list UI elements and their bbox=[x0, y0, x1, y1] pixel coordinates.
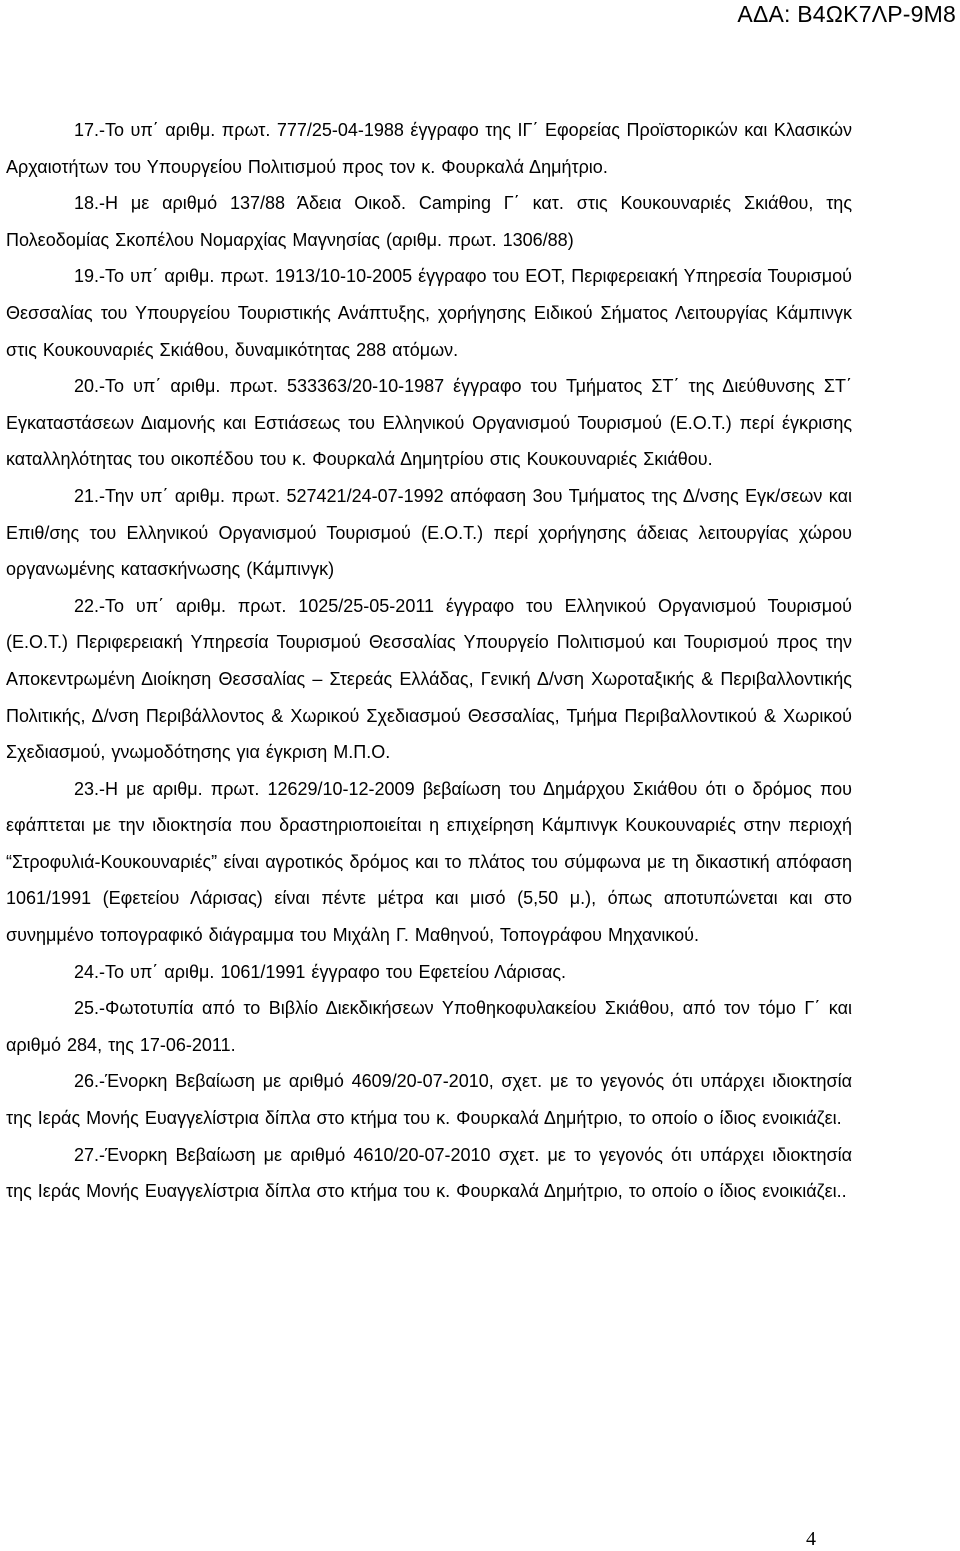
reference-item-19: 19.-Το υπ΄ αριθμ. πρωτ. 1913/10-10-2005 έγγραφο του ΕΟΤ, Περιφερειακή Υπηρεσία Τουρισμού Θεσσαλίας του Υπουργείου Τουριστικής Ανάπτυξης, χορήγησης Ειδικού Σήματος Λειτουργίας Κάμπινγκ στις Κουκουναριές Σκιάθου, δυναμικότητας 288 ατόμων. bbox=[6, 266, 852, 360]
reference-item-24: 24.-Το υπ΄ αριθμ. 1061/1991 έγγραφο του Εφετείου Λάρισας. bbox=[74, 961, 567, 982]
reference-item-18: 18.-Η με αριθμό 137/88 Άδεια Οικοδ. Camping Γ΄ κατ. στις Κουκουναριές Σκιάθου, της Πολεοδομίας Σκοπέλου Νομαρχίας Μαγνησίας (αριθμ. πρωτ. 1306/88) bbox=[6, 193, 852, 250]
reference-item-22: 22.-Το υπ΄ αριθμ. πρωτ. 1025/25-05-2011 έγγραφο του Ελληνικού Οργανισμού Τουρισμού (Ε.Ο.Τ.) Περιφερειακή Υπηρεσία Τουρισμού Θεσσαλίας Υπουργείο Πολιτισμού και Τουρισμού προς την Αποκεντρωμένη Διοίκηση Θεσσαλίας – Στερεάς Ελλάδας, Γενική Δ/νση Χωροταξικής & Περιβαλλοντικής Πολιτικής, Δ/νση Περιβάλλοντος & Χωρικού Σχεδιασμού Θεσσαλίας, Τμήμα Περιβαλλοντικού & Χωρικού Σχεδιασμού, γνωμοδότησης για έγκριση Μ.Π.Ο. bbox=[6, 595, 852, 763]
page-number: 4 bbox=[806, 1528, 816, 1550]
reference-item-21: 21.-Την υπ΄ αριθμ. πρωτ. 527421/24-07-1992 απόφαση 3ου Τμήματος της Δ/νσης Εγκ/σεων και Επιθ/σης του Ελληνικού Οργανισμού Τουρισμού (Ε.Ο.Τ.) περί χορήγησης άδειας λειτουργίας χώρου οργανωμένης κατασκήνωσης (Κάμπινγκ) bbox=[6, 485, 852, 580]
reference-item-17: 17.-Το υπ΄ αριθμ. πρωτ. 777/25-04-1988 έγγραφο της ΙΓ΄ Εφορείας Προϊστορικών και Κλασικών Αρχαιοτήτων του Υπουργείου Πολιτισμού προς τον κ. Φουρκαλά Δημήτριο. bbox=[6, 120, 852, 177]
reference-item-26: 26.-Ένορκη Βεβαίωση με αριθμό 4609/20-07-2010, σχετ. με το γεγονός ότι υπάρχει ιδιοκτησία της Ιεράς Μονής Ευαγγελίστρια δίπλα στο κτήμα του κ. Φουρκαλά Δημήτριο, το οποίο ο ίδιος ενοικιάζει. bbox=[6, 1071, 852, 1129]
reference-item-23: 23.-Η με αριθμ. πρωτ. 12629/10-12-2009 βεβαίωση του Δημάρχου Σκιάθου ότι ο δρόμος που εφάπτεται με την ιδιοκτησία που δραστηριοποιείται η επιχείρηση Κάμπινγκ Κουκουναριές στην περιοχή “Στροφυλιά-Κουκουναριές” είναι αγροτικός δρόμος και το πλάτος του σύμφωνα με τη δικαστική απόφαση 1061/1991 (Εφετείου Λάρισας) είναι πέντε μέτρα και μισό (5,50 μ.), όπως αποτυπώνεται και στο συνημμένο τοπογραφικό διάγραμμα του Μιχάλη Γ. Μαθηνού, Τοπογράφου Μηχανικού. bbox=[6, 778, 852, 946]
reference-item-20: 20.-Το υπ΄ αριθμ. πρωτ. 533363/20-10-1987 έγγραφο του Τμήματος ΣΤ΄ της Διεύθυνσης ΣΤ΄ Εγκαταστάσεων Διαμονής και Εστιάσεως του Ελληνικού Οργανισμού Τουρισμού (Ε.Ο.Τ.) περί έγκρισης καταλληλότητας του οικοπέδου του κ. Φουρκαλά Δημητρίου στις Κουκουναριές Σκιάθου. bbox=[6, 376, 852, 470]
reference-item-25: 25.-Φωτοτυπία από το Βιβλίο Διεκδικήσεων Υποθηκοφυλακείου Σκιάθου, από τον τόμο Γ΄ και αριθμό 284, της 17-06-2011. bbox=[6, 998, 852, 1055]
ada-code-header: ΑΔΑ: Β4ΩΚ7ΛΡ-9Μ8 bbox=[737, 1, 956, 27]
reference-item-27: 27.-Ένορκη Βεβαίωση με αριθμό 4610/20-07-2010 σχετ. με το γεγονός ότι υπάρχει ιδιοκτησία της Ιεράς Μονής Ευαγγελίστρια δίπλα στο κτήμα του κ. Φουρκαλά Δημήτριο, το οποίο ο ίδιος ενοικιάζει.. bbox=[6, 1144, 852, 1202]
document-body bbox=[6, 112, 852, 1210]
